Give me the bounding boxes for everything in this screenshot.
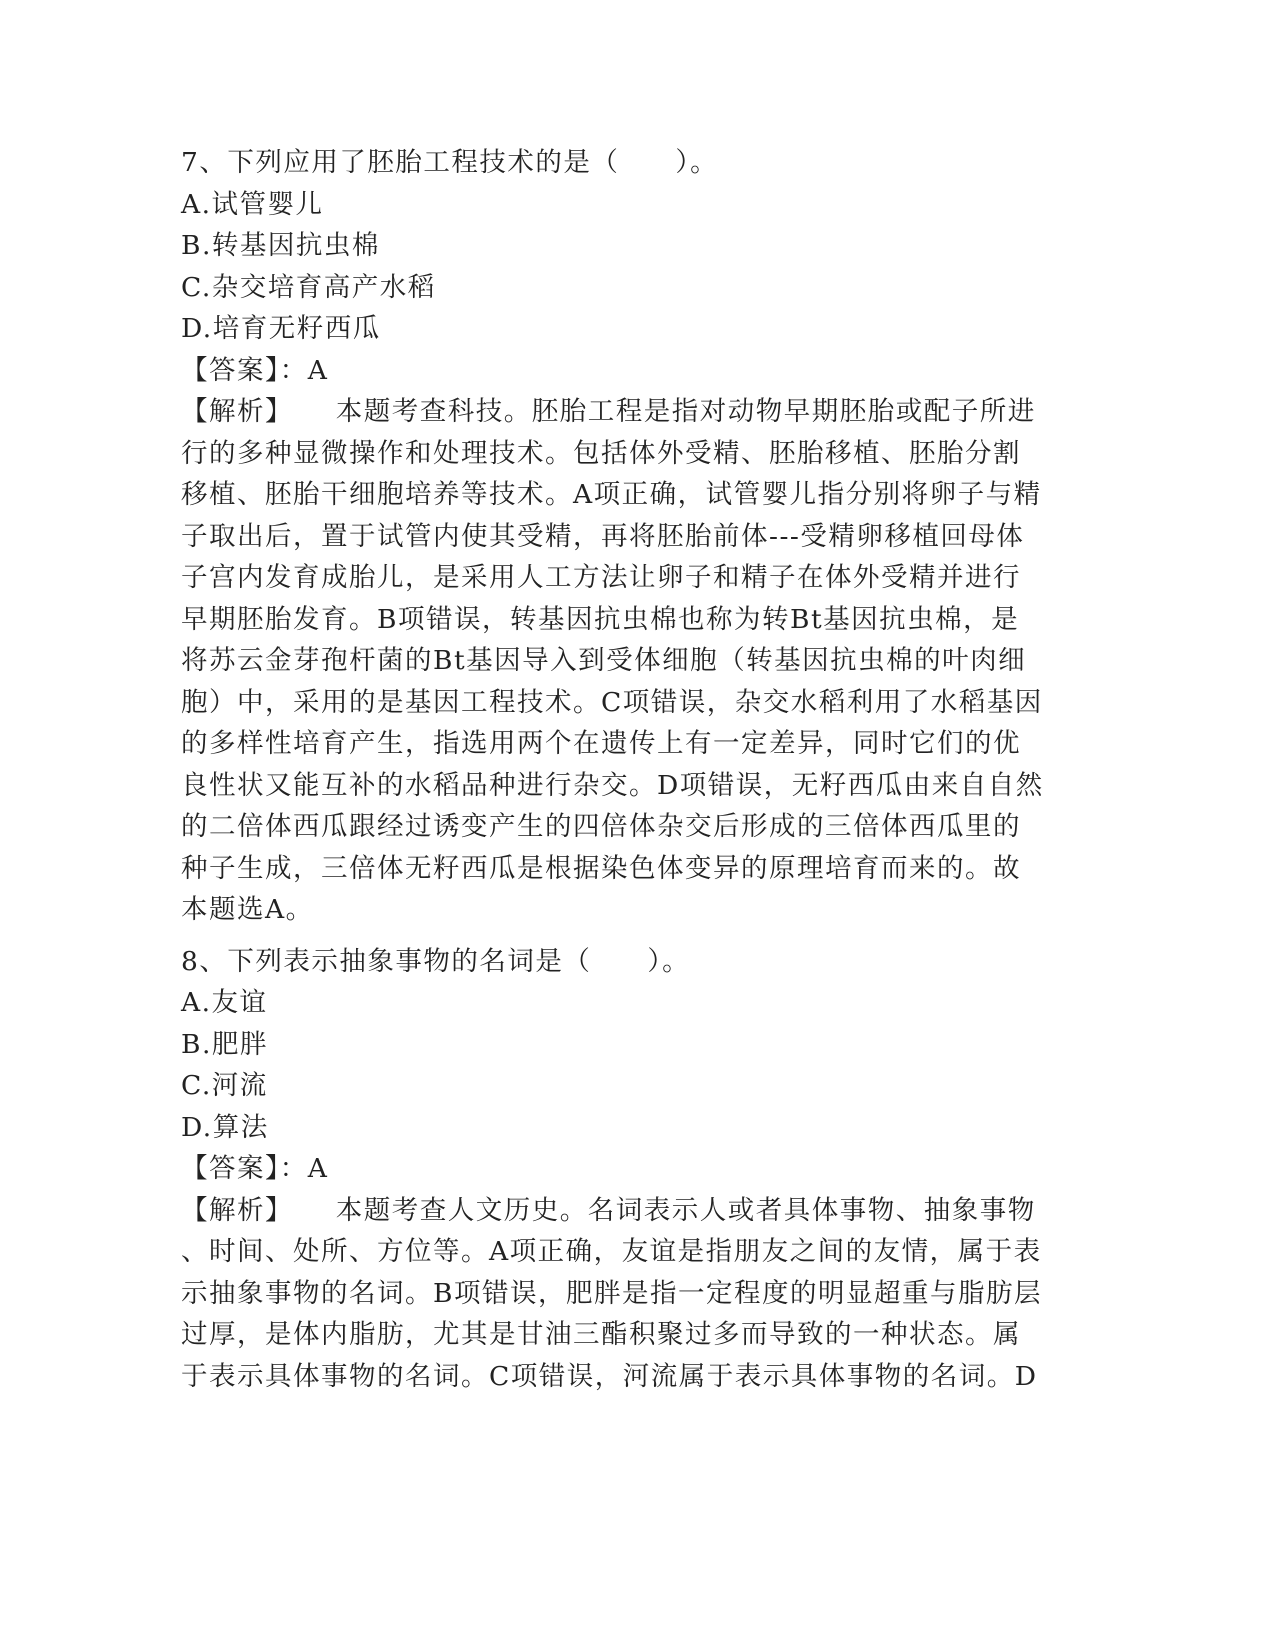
option-c: C.杂交培育高产水稻 [181, 271, 436, 303]
question-7 [181, 142, 1081, 931]
explanation-line: 本题选A。 [181, 894, 314, 925]
explanation-line: 胞）中，采用的是基因工程技术。C项错误，杂交水稻利用了水稻基因 [181, 686, 1043, 718]
answer-value: ：A [279, 1153, 329, 1184]
explanation-line: 过厚，是体内脂肪，尤其是甘油三酯积聚过多而导致的一种状态。属 [181, 1319, 1021, 1350]
explanation-line: 、时间、处所、方位等。A项正确，友谊是指朋友之间的友情，属于表 [181, 1236, 1042, 1267]
option-d: D.培育无籽西瓜 [181, 313, 381, 344]
explanation-line: 子取出后，置于试管内使其受精，再将胚胎前体---受精卵移植回母体 [181, 520, 1025, 552]
explanation-label: 【解析】 [181, 1194, 280, 1226]
explanation-line: 的二倍体西瓜跟经过诱变产生的四倍体杂交后形成的三倍体西瓜里的 [181, 811, 1021, 842]
option-c: C.河流 [181, 1070, 268, 1101]
explanation-line: 示抽象事物的名词。B项错误，肥胖是指一定程度的明显超重与脂肪层 [181, 1277, 1042, 1309]
question-stem: 8、下列表示抽象事物的名词是（ ）。 [181, 945, 691, 977]
explanation-line: 移植、胚胎干细胞培养等技术。A项正确，试管婴儿指分别将卵子与精 [181, 479, 1042, 510]
answer-label: 【答案】 [181, 354, 280, 386]
explanation-line: 将苏云金芽孢杆菌的Bt基因导入到受体细胞（转基因抗虫棉的叶肉细 [181, 645, 1027, 676]
explanation-line: 行的多种显微操作和处理技术。包括体外受精、胚胎移植、胚胎分割 [181, 437, 1021, 469]
explanation [181, 1190, 1081, 1398]
question-stem: 7、下列应用了胚胎工程技术的是（ ）。 [181, 147, 719, 178]
option-b: B.肥胖 [181, 1028, 268, 1060]
explanation-line: 良性状又能互补的水稻品种进行杂交。D项错误，无籽西瓜由来自自然 [181, 769, 1044, 801]
explanation-line: 种子生成，三倍体无籽西瓜是根据染色体变异的原理培育而来的。故 [181, 852, 1021, 884]
explanation-line: 【解析】 本题考查科技。胚胎工程是指对动物早期胚胎或配子所进 [181, 396, 1036, 427]
explanation-label: 【解析】 [181, 396, 280, 427]
option-d: D.算法 [181, 1111, 269, 1143]
explanation [181, 391, 1081, 931]
answer-value: ：A [279, 354, 329, 386]
document-content [181, 142, 1081, 1397]
option-a: A.试管婴儿 [181, 188, 324, 220]
explanation-line: 的多样性培育产生，指选用两个在遗传上有一定差异，同时它们的优 [181, 728, 1021, 759]
answer-label: 【答案】 [181, 1153, 280, 1184]
option-a: A.友谊 [181, 987, 268, 1018]
option-b: B.转基因抗虫棉 [181, 230, 380, 261]
answer-line [181, 1148, 1081, 1190]
explanation-line: 于表示具体事物的名词。C项错误，河流属于表示具体事物的名词。D [181, 1360, 1038, 1392]
explanation-line: 早期胚胎发育。B项错误，转基因抗虫棉也称为转Bt基因抗虫棉，是 [181, 603, 1020, 635]
question-8 [181, 941, 1081, 1398]
answer-line [181, 350, 1081, 392]
explanation-line: 子宫内发育成胎儿，是采用人工方法让卵子和精子在体外受精并进行 [181, 562, 1021, 593]
explanation-line: 【解析】 本题考查人文历史。名词表示人或者具体事物、抽象事物 [181, 1194, 1036, 1226]
